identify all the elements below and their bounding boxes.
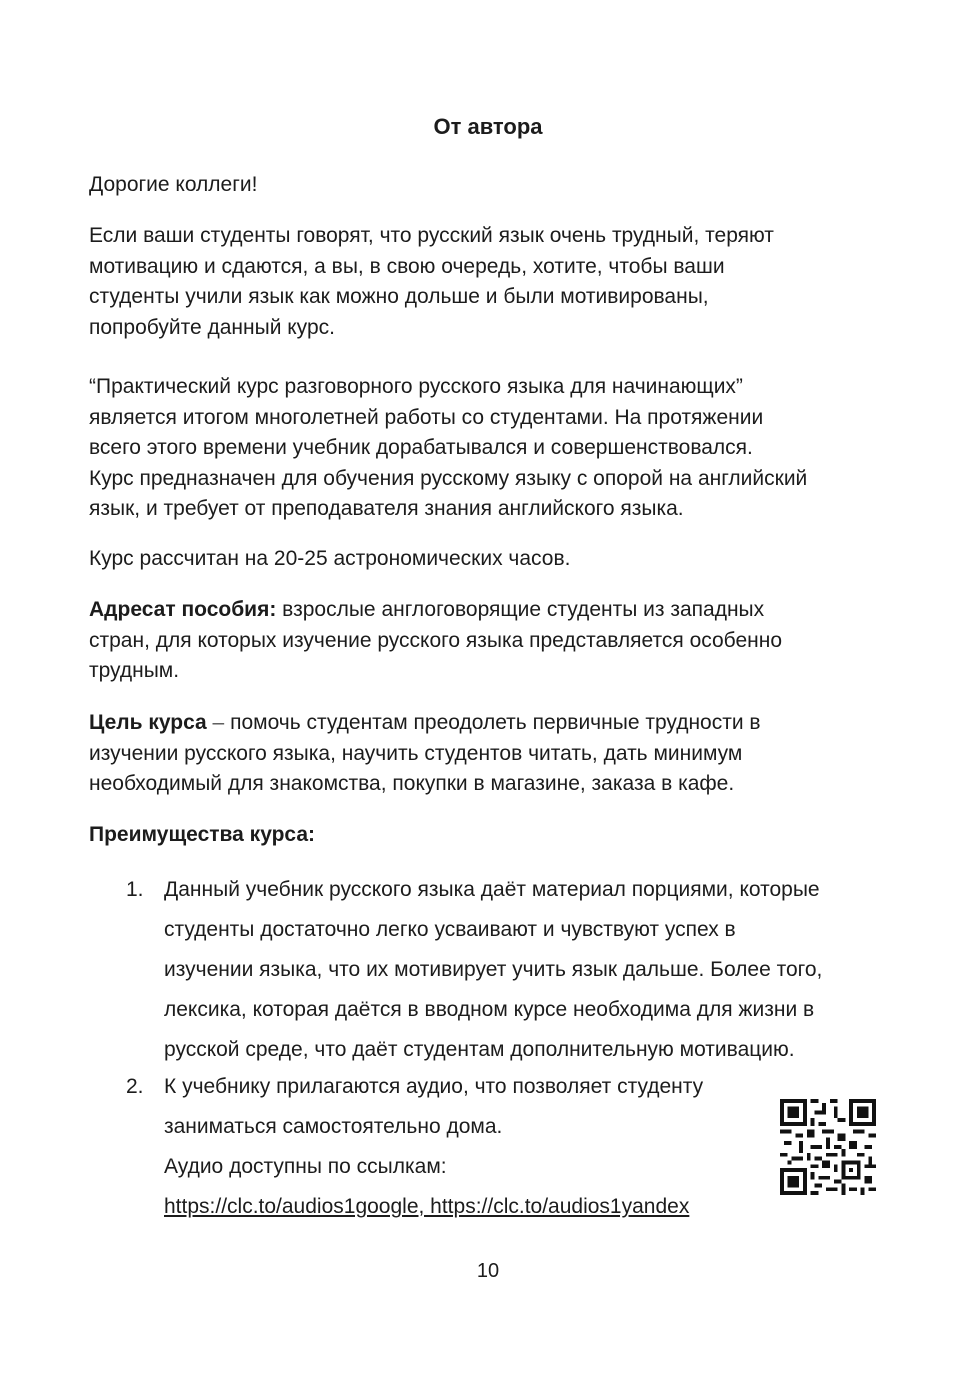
goal-line: изучении русского языка, научить студентов читать, дать минимум (89, 741, 743, 765)
intro-line: мотивацию и сдаются, а вы, в свою очередь, хотите, чтобы ваши (89, 254, 725, 278)
course-paragraph (89, 372, 889, 525)
list-line: Данный учебник русского языка даёт материал порциями, которые (164, 878, 820, 901)
list-item-text (164, 870, 894, 1070)
list-line: русской среде, что даёт студентам дополнительную мотивацию. (164, 1038, 795, 1061)
goal-line: необходимый для знакомства, покупки в магазине, заказа в кафе. (89, 772, 735, 795)
audience-line: взрослые англоговорящие студенты из западных (276, 598, 765, 621)
intro-line: попробуйте данный курс. (89, 315, 335, 339)
course-line: язык, и требует от преподавателя знания английского языка. (89, 497, 684, 520)
course-line: является итогом многолетней работы со студентами. На протяжении (89, 405, 764, 429)
goal-paragraph (89, 708, 889, 800)
page-number: 10 (476, 1260, 500, 1282)
list-line: Аудио доступны по ссылкам: (164, 1155, 447, 1178)
course-line: Курс предназначен для обучения русскому языку с опорой на английский (89, 466, 808, 490)
intro-line: Если ваши студенты говорят, что русский язык очень трудный, теряют (89, 224, 774, 247)
intro-line: студенты учили язык как можно дольше и были мотивированы, (89, 285, 709, 308)
greeting: Дорогие коллеги! (89, 173, 258, 196)
audience-paragraph (89, 595, 889, 687)
hours-paragraph: Курс рассчитан на 20-25 астрономических часов. (89, 547, 571, 570)
list-line: К учебнику прилагаются аудио, что позволяет студенту (164, 1075, 704, 1098)
list-line: студенты достаточно легко усваивают и чувствуют успех в (164, 918, 736, 941)
audio-links[interactable]: https://clc.to/audios1google, https://clc.to/audios1yandex (164, 1195, 690, 1218)
list-line: заниматься самостоятельно дома. (164, 1115, 503, 1138)
course-line: “Практический курс разговорного русского языка для начинающих” (89, 375, 743, 398)
list-line: изучении языка, что их мотивирует учить язык дальше. Более того, (164, 958, 823, 981)
page-title: От автора (433, 114, 543, 139)
audience-label: Адресат пособия: (89, 598, 277, 621)
audience-line: стран, для которых изучение русского языка представляется особенно (89, 628, 783, 652)
list-line: лексика, которая даётся в вводном курсе необходима для жизни в (164, 998, 815, 1021)
course-line: всего этого времени учебник дорабатывался и совершенствовался. (89, 436, 753, 459)
advantages-heading: Преимущества курса: (89, 823, 316, 846)
goal-label: Цель курса (89, 711, 207, 734)
goal-dash: – (206, 711, 231, 734)
goal-line: помочь студентам преодолеть первичные трудности в (230, 711, 761, 734)
intro-paragraph (89, 221, 889, 343)
audience-line: трудным. (89, 659, 180, 682)
list-number: 1. (126, 878, 144, 901)
list-number: 2. (126, 1075, 144, 1098)
qr-code-icon (780, 1099, 876, 1195)
